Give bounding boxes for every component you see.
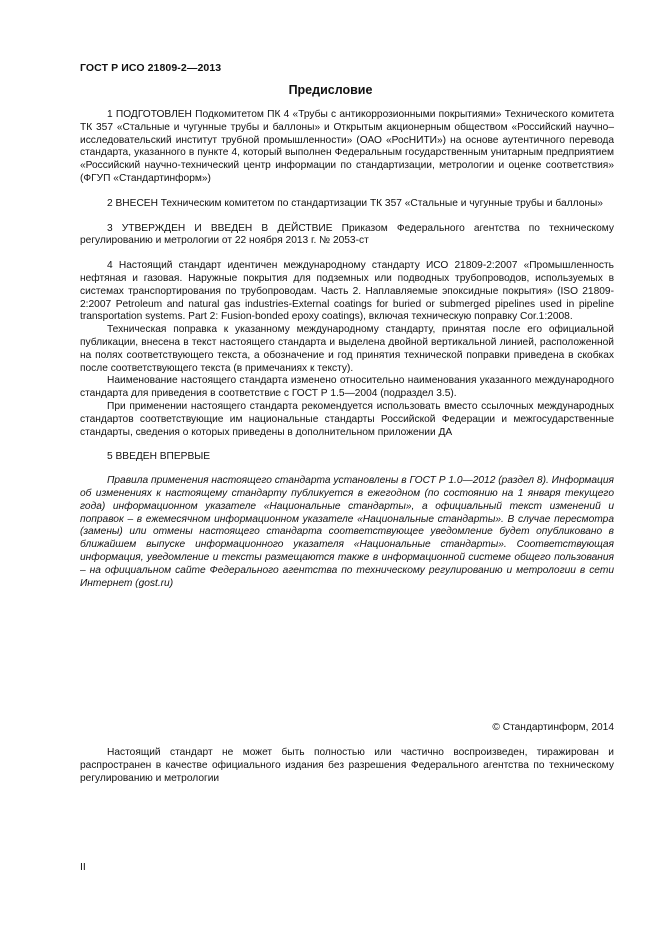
paragraph-introduced-first: 5 ВВЕДЕН ВПЕРВЫЕ (107, 451, 211, 463)
paragraph-prepared-by: 1 ПОДГОТОВЛЕН Подкомитетом ПК 4 «Трубы с антикоррозионными покрытиями» Технического комитета ТК 357 «Стальные и чугунные трубы и баллоны» и Открытым акционерным обществом «Российский научно–исследовательский институт трубной промышленности» (ОАО «РосНИТИ») на основе аутентичного перевода стандарта, указанного в пункте 4, который выполнен Федеральным государственным унитарным предприятием «Российский научно-технический центр информации по стандартизации, метрологии и оценке соответствия» (ФГУП «Стандартинформ») (80, 109, 614, 184)
page-number: II (80, 861, 86, 873)
paragraph-identical-standard: 4 Настоящий стандарт идентичен международному стандарту ИСО 21809-2:2007 «Промышленность нефтяная и газовая. Наружные покрытия для подземных или подводных трубопроводов, используемых в системах транспортирования по трубопроводам. Часть 2. Наплавляемые эпоксидные покрытия» (ISO 21809-2:2007 Petroleum and natural gas industries-External coatings for buried or submerged pipelines used in pipeline transportation systems. Part 2: Fusion-bonded epoxy coatings), включая техническую поправку Cor.1:2008. (80, 260, 614, 323)
foreword-body (80, 109, 614, 590)
paragraph-approved: 3 УТВЕРЖДЕН И ВВЕДЕН В ДЕЙСТВИЕ Приказом Федерального агентства по техническому регулированию и метрологии от 22 ноября 2013 г. № 2053-ст (80, 222, 614, 247)
paragraph-name-change: Наименование настоящего стандарта изменено относительно наименования указанного международного стандарта для приведения в соответствие с ГОСТ Р 1.5—2004 (подраздел 3.5). (80, 375, 614, 400)
standard-code-header: ГОСТ Р ИСО 21809-2—2013 (80, 62, 222, 74)
page-title: Предисловие (288, 83, 373, 97)
paragraph-introduced-by: 2 ВНЕСЕН Техническим комитетом по стандартизации ТК 357 «Стальные и чугунные трубы и баллоны» (107, 197, 603, 209)
paragraph-application-rules: Правила применения настоящего стандарта установлены в ГОСТ Р 1.0—2012 (раздел 8). Информация об изменениях к настоящему стандарту публикуется в ежегодном (по состоянию на 1 января текущего года) информационном указателе «Национальные стандарты», а официальный текст изменений и поправок – в ежемесячном информационном указателе «Национальные стандарты». В случае пересмотра (замены) или отмены настоящего стандарта соответствующее уведомление будет опубликовано в ближайшем выпуске информационного указателя «Национальные стандарты». Соответствующая информация, уведомление и тексты размещаются также в информационной системе общего пользования – на официальном сайте Федерального агентства по техническому регулированию и метрологии в сети Интернет (gost.ru) (80, 475, 614, 589)
copyright-line: © Стандартинформ, 2014 (492, 722, 614, 733)
paragraph-references: При применении настоящего стандарта рекомендуется использовать вместо ссылочных международных стандартов соответствующие им национальные стандарты Российской Федерации и межгосударственные стандарты, сведения о которых приведены в дополнительном приложении ДА (80, 400, 614, 438)
reproduction-notice: Настоящий стандарт не может быть полностью или частично воспроизведен, тиражирован и распространен в качестве официального издания без разрешения Федерального агентства по техническому регулированию и метрологии (80, 747, 614, 784)
paragraph-technical-correction: Техническая поправка к указанному международному стандарту, принятая после его официальной публикации, внесена в текст настоящего стандарта и выделена двойной вертикальной линией, расположенной на полях соответствующего текста, а обозначение и год принятия технической поправки приведена в скобках после соответствующего текста (в примечаниях к тексту). (80, 324, 614, 374)
